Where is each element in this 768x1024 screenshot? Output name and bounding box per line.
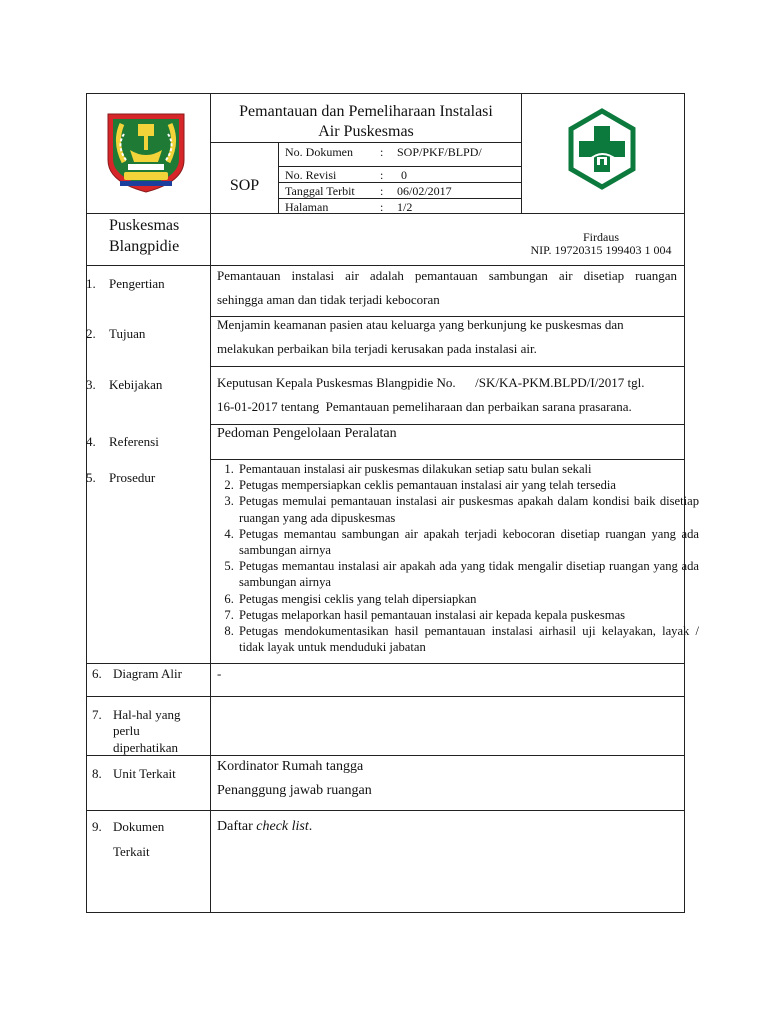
section-label-prosedur: Prosedur <box>109 470 156 485</box>
section-label-line: Hal-hal yang <box>113 707 181 722</box>
procedure-step: 5. Petugas memantau instalasi air apakah ada yang tidak mengalir disetiap ruangan yang ada sambungan airnya <box>237 558 699 590</box>
sop-label: SOP <box>229 177 260 194</box>
puskesmas-cross-logo <box>567 108 637 190</box>
org-name-line-2: Blangpidie <box>109 238 180 255</box>
org-name-line-1: Puskesmas <box>109 217 180 234</box>
section-label-tujuan: Tujuan <box>109 326 146 341</box>
dokumen-terkait-value <box>217 818 312 836</box>
unit-terkait-line-2: Penanggung jawab ruangan <box>217 783 372 798</box>
signer-nip: NIP. 19720315 199403 1 004 <box>530 243 672 257</box>
section-number: 8. <box>92 766 102 781</box>
dokumen-terkait-italic: check list <box>256 819 309 834</box>
meta-separator: : <box>380 145 384 159</box>
section-number: 5. <box>86 470 96 485</box>
section-number: 4. <box>86 434 96 449</box>
procedure-step: 7. Petugas melaporkan hasil pemantauan instalasi air kepada kepala puskesmas <box>237 607 699 623</box>
puskesmas-regency-logo <box>100 110 192 194</box>
procedure-step: 2. Petugas mempersiapkan ceklis pemantauan instalasi air yang telah tersedia <box>237 477 699 493</box>
meta-value-page: 1/2 <box>397 200 413 214</box>
dokumen-terkait-prefix: Daftar <box>217 819 257 834</box>
section-label-diagram-alir: Diagram Alir <box>113 666 182 681</box>
section-label-unit-terkait: Unit Terkait <box>113 766 176 781</box>
section-label-line: diperhatikan <box>113 740 178 755</box>
section-label-line: Dokumen <box>113 819 165 834</box>
tujuan-line-2: melakukan perbaikan bila terjadi kerusakan pada instalasi air. <box>217 341 537 356</box>
section-number: 7. <box>92 707 102 722</box>
procedure-step: 4. Petugas memantau sambungan air apakah terjadi kebocoran disetiap ruangan yang ada sambungan airnya <box>237 526 699 558</box>
procedure-step: 1. Pemantauan instalasi air puskesmas dilakukan setiap satu bulan sekali <box>237 461 699 477</box>
section-label-line: Terkait <box>113 844 150 859</box>
meta-label-revision: No. Revisi <box>285 168 337 182</box>
meta-value-revision: 0 <box>401 168 407 182</box>
tujuan-line-1: Menjamin keamanan pasien atau keluarga yang berkunjung ke puskesmas dan <box>217 317 624 332</box>
section-label-referensi: Referensi <box>109 434 159 449</box>
procedure-step: 6. Petugas mengisi ceklis yang telah dipersiapkan <box>237 591 699 607</box>
section-label-kebijakan: Kebijakan <box>109 377 163 392</box>
kebijakan-line-2: 16-01-2017 tentang Pemantauan pemeliharaan dan perbaikan sarana prasarana. <box>217 399 632 414</box>
kebijakan-line-1: Keputusan Kepala Puskesmas Blangpidie No. /SK/KA-PKM.BLPD/I/2017 tgl. <box>217 375 645 390</box>
section-number: 6. <box>92 666 102 681</box>
meta-separator: : <box>380 184 384 198</box>
diagram-alir-value: - <box>217 666 222 681</box>
meta-label-issue-date: Tanggal Terbit <box>285 184 355 198</box>
section-label-line: perlu <box>113 723 140 738</box>
procedure-step: 8. Petugas mendokumentasikan hasil pemantauan instalasi airhasil uji kelayakan, layak / tidak layak untuk menduduki jabatan <box>237 623 699 655</box>
meta-label-page: Halaman <box>285 200 329 214</box>
section-number: 1. <box>86 276 96 291</box>
referensi-line-1: Pedoman Pengelolaan Peralatan <box>217 426 397 441</box>
document-title-line-1: Pemantauan dan Pemeliharaan Instalasi <box>239 103 493 120</box>
meta-value-document-number: SOP/PKF/BLPD/ <box>397 145 482 159</box>
procedure-list <box>215 461 699 655</box>
section-number: 3. <box>86 377 96 392</box>
meta-separator: : <box>380 168 384 182</box>
pengertian-line-1: Pemantauan instalasi air adalah pemantauan sambungan air disetiap ruangan <box>217 268 677 283</box>
document-title-line-2: Air Puskesmas <box>318 123 414 140</box>
section-number: 9. <box>92 819 102 834</box>
meta-value-issue-date: 06/02/2017 <box>397 184 452 198</box>
procedure-step: 3. Petugas memulai pemantauan instalasi air puskesmas apakah dalam kondisi baik disetiap ruangan yang ada dipuskesmas <box>237 493 699 525</box>
dokumen-terkait-suffix: . <box>308 819 313 834</box>
meta-label-document-number: No. Dokumen <box>285 145 353 159</box>
signer-name: Firdaus <box>583 230 619 244</box>
pengertian-line-2: sehingga aman dan tidak terjadi kebocoran <box>217 292 440 307</box>
section-number: 2. <box>86 326 96 341</box>
unit-terkait-line-1: Kordinator Rumah tangga <box>217 759 364 774</box>
section-label-pengertian: Pengertian <box>109 276 165 291</box>
meta-separator: : <box>380 200 384 214</box>
